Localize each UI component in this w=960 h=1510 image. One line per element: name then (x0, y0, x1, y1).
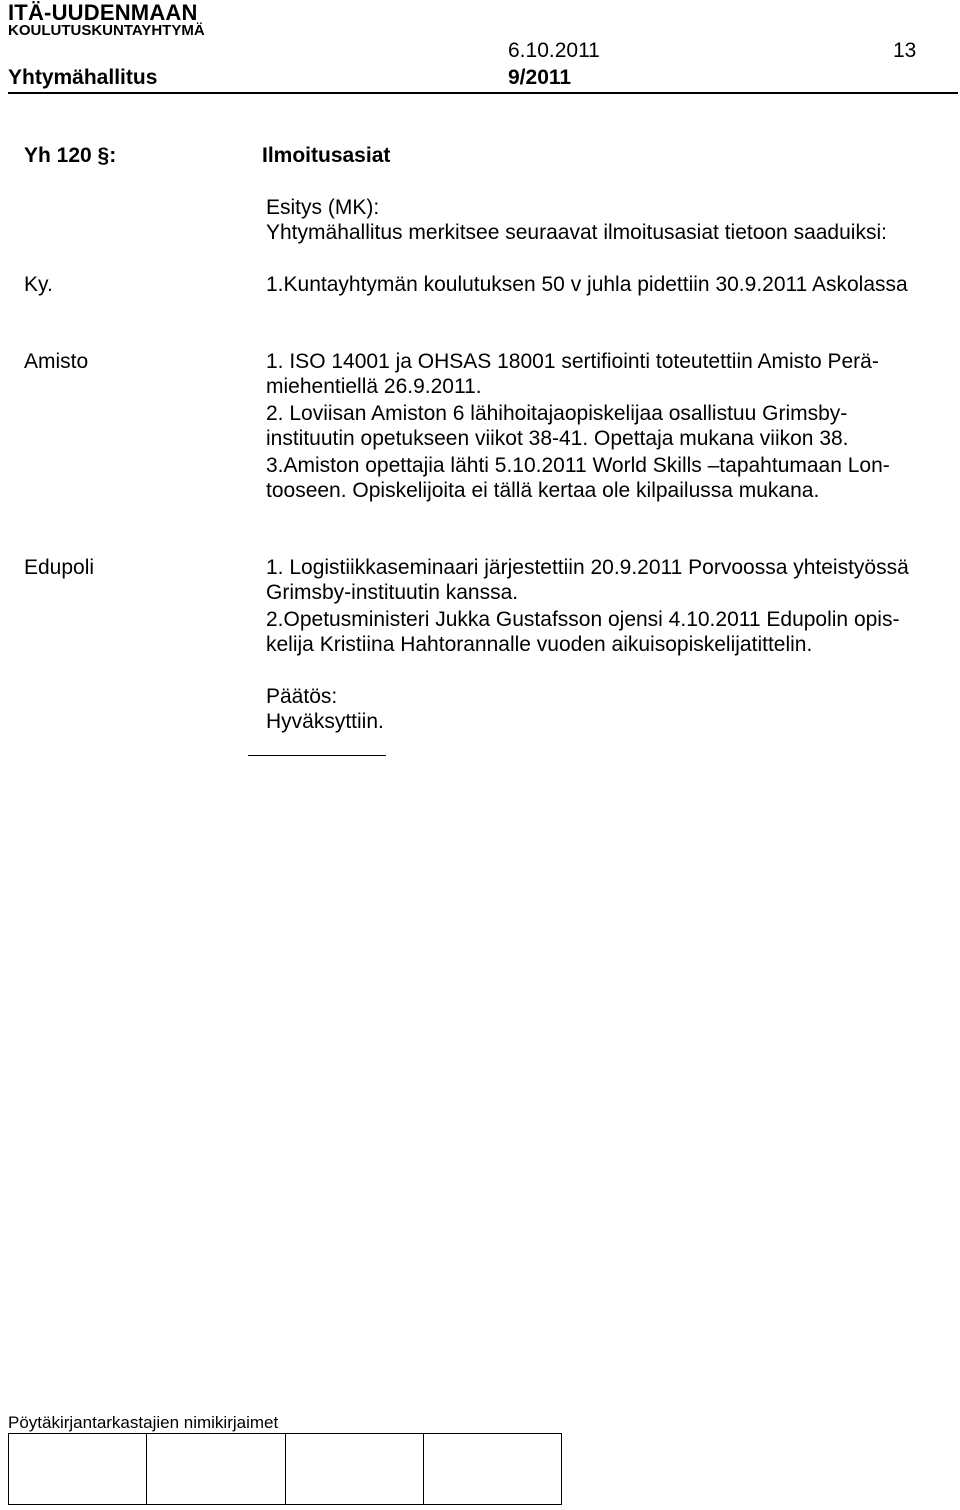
signature-box (424, 1434, 561, 1504)
item-line: 2. Loviisan Amiston 6 lähihoitajaopiskelijaa osallistuu Grimsby- (266, 402, 848, 425)
item-line: tooseen. Opiskelijoita ei tällä kertaa ole kilpailussa mukana. (266, 479, 820, 502)
item-line: Grimsby-instituutin kanssa. (266, 581, 519, 604)
decision-label: Päätös: (266, 685, 338, 708)
signature-box (147, 1434, 285, 1504)
item-line: 3.Amiston opettajia lähti 5.10.2011 World Skills –tapahtumaan Lon- (266, 454, 890, 477)
header-divider (8, 92, 958, 94)
item-line: instituutin opetukseen viikot 38-41. Opettaja mukana viikon 38. (266, 427, 849, 450)
section-title: Ilmoitusasiat (262, 144, 391, 167)
signatures-label: Pöytäkirjantarkastajien nimikirjaimet (8, 1413, 279, 1432)
signature-box (9, 1434, 147, 1504)
meeting-number: 9/2011 (508, 66, 572, 89)
organization-subtitle: KOULUTUSKUNTAYHTYMÄ (8, 22, 205, 39)
item-line: 1. Logistiikkaseminaari järjestettiin 20.9.2011 Porvoossa yhteistyössä (266, 556, 909, 579)
organization-name: ITÄ-UUDENMAAN (8, 0, 198, 25)
item-side-label: Amisto (24, 350, 89, 373)
item-line: 1.Kuntayhtymän koulutuksen 50 v juhla pidettiin 30.9.2011 Askolassa (266, 273, 908, 296)
item-side-label: Edupoli (24, 556, 95, 579)
item-line: 1. ISO 14001 ja OHSAS 18001 sertifiointi toteutettiin Amisto Perä- (266, 350, 879, 373)
decision-text: Hyväksyttiin. (266, 710, 384, 733)
page-number: 13 (893, 39, 917, 62)
closing-line (248, 755, 386, 756)
meeting-date: 6.10.2011 (508, 39, 600, 62)
item-line: 2.Opetusministeri Jukka Gustafsson ojensi 4.10.2011 Edupolin opis- (266, 608, 900, 631)
item-line: miehentiellä 26.9.2011. (266, 375, 482, 398)
governing-body: Yhtymähallitus (8, 66, 158, 89)
item-line: kelija Kristiina Hahtorannalle vuoden aikuisopiskelijatittelin. (266, 633, 813, 656)
section-id: Yh 120 §: (24, 144, 117, 167)
proposal-text: Yhtymähallitus merkitsee seuraavat ilmoitusasiat tietoon saaduiksi: (266, 221, 887, 244)
signature-boxes (8, 1433, 562, 1505)
item-side-label: Ky. (24, 273, 53, 296)
proposal-label: Esitys (MK): (266, 196, 380, 219)
signature-box (286, 1434, 424, 1504)
